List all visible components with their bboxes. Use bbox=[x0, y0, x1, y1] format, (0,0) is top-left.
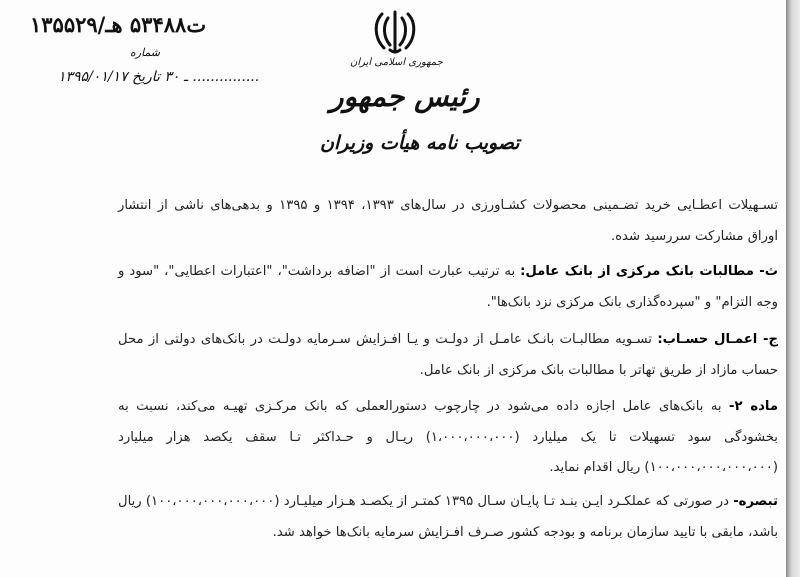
article-2-title: ماده ۲- bbox=[728, 399, 778, 414]
paragraph-3 bbox=[118, 325, 778, 386]
letter-number: ۱۳۵۵۲۹/ت۵۳۴۸۸ هـ bbox=[30, 12, 207, 37]
paragraph-3-text: تسـویه مطالبـات بانـک عامـل از دولـت و یـا افـزایش سـرمایه دولـت در بانک‌های دولتی از محل حساب مازاد از طریق تهاتر با مطالبات بانک مرکزی از بانک عامل. bbox=[118, 332, 778, 378]
president-title: رئیس جمهور bbox=[330, 80, 480, 113]
number-label: شماره bbox=[130, 46, 161, 59]
date-value: ۱۳۹۵/۰۱/۱۷ ـ ۳۰ bbox=[58, 69, 188, 85]
paragraph-2-title: ث- مطالبات بانک مرکزی از بانک عامل: bbox=[520, 264, 778, 279]
republic-title: جمهوری اسلامی ایران bbox=[350, 57, 443, 68]
paragraph-2 bbox=[118, 257, 778, 318]
article-2 bbox=[118, 392, 778, 484]
note-title: تبصره- bbox=[733, 494, 778, 509]
note-text: در صورتی که عملکـرد ایـن بنـد تـا پایـان سـال ۱۳۹۵ کمتـر از یکصـد هـزار میلیـارد (۱۰۰،۰۰۰،۰۰۰،۰۰۰،۰۰۰) ریال باشد، مابقی با تایید سازمان برنامه و بودجه کشور صـرف افـزایش سرمایه بانک‌ها خواهد شد. bbox=[118, 494, 778, 540]
date-label: تاریخ ............... bbox=[132, 69, 260, 85]
paragraph-2-text: به ترتیب عبارت است از "اضافه برداشت"، "اعتبارات اعطایی"، "سود و وجه التزام" و "سپرده‌گذاری بانک مرکزی نزد بانک‌ها". bbox=[118, 264, 778, 310]
page-edge-shadow bbox=[786, 0, 800, 577]
article-2-text: به بانک‌های عامل اجازه داده می‌شود در چارچوب دستورالعملی که بانک مرکـزی تهیـه می‌کند، نسبت به بخشودگی سود تسهیلات تا یک میلیارد (۱،۰۰۰،۰۰۰،۰۰۰) ریـال و حـداکثر تـا سقف یکصد هزار میلیارد (۱۰۰،۰۰۰،۰۰۰،۰۰۰،۰۰۰) ریال اقدام نماید. bbox=[118, 399, 778, 476]
note-paragraph bbox=[118, 487, 778, 548]
iran-emblem-icon bbox=[370, 8, 420, 56]
paragraph-3-title: ج- اعمـال حسـاب: bbox=[657, 332, 778, 347]
approval-title: تصویب نامه هیأت وزیران bbox=[320, 132, 520, 154]
paragraph-1: تسـهیلات اعطـایی خرید تضـمینی محصولات کشـاورزی در سال‌های ۱۳۹۳، ۱۳۹۴ و ۱۳۹۵ و بدهی‌های ناشی از انتشار اوراق مشارکت سررسید شده. bbox=[118, 198, 779, 244]
letter-date bbox=[58, 69, 259, 85]
